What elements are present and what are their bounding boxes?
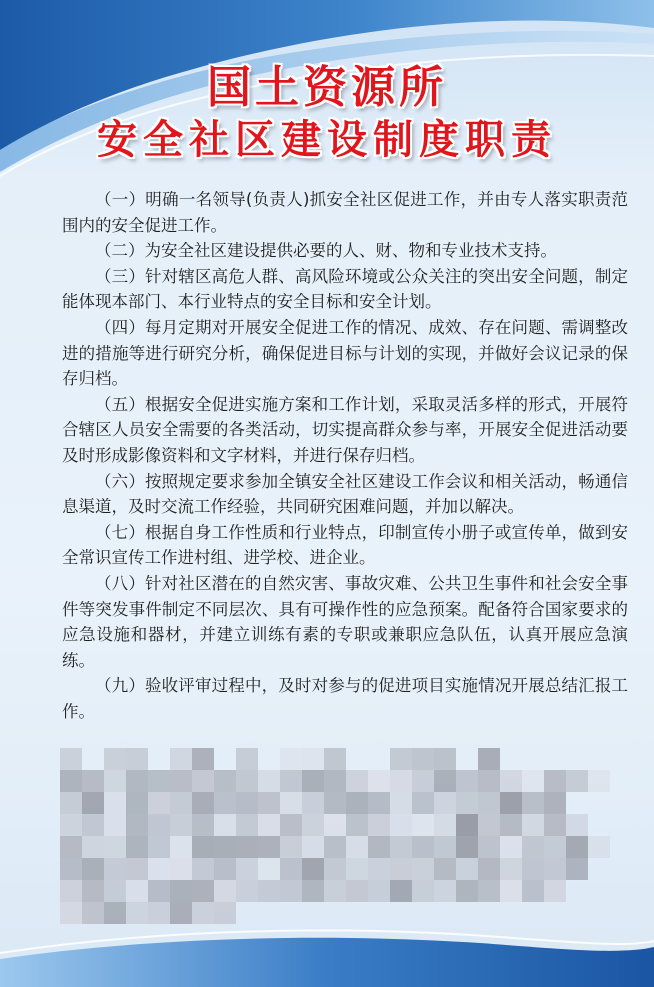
mosaic-tile: [500, 814, 522, 836]
mosaic-tile: [478, 814, 500, 836]
mosaic-tile: [214, 836, 236, 858]
mosaic-tile: [434, 748, 456, 770]
mosaic-tile: [82, 770, 104, 792]
mosaic-tile: [566, 858, 588, 880]
mosaic-tile: [170, 748, 192, 770]
mosaic-tile: [346, 858, 368, 880]
duty-item-1: （一）明确一名领导(负责人)抓安全社区促进工作，并由专人落实职责范围内的安全促进工作。: [62, 190, 628, 235]
mosaic-tile: [60, 770, 82, 792]
mosaic-tile: [588, 836, 610, 858]
mosaic-tile: [434, 792, 456, 814]
mosaic-tile: [192, 858, 214, 880]
mosaic-tile: [148, 858, 170, 880]
mosaic-tile: [544, 880, 566, 902]
mosaic-tile: [324, 770, 346, 792]
mosaic-tile: [456, 814, 478, 836]
mosaic-tile: [60, 880, 82, 902]
mosaic-tile: [456, 858, 478, 880]
mosaic-tile: [60, 792, 82, 814]
mosaic-tile: [522, 814, 544, 836]
mosaic-tile: [258, 858, 280, 880]
mosaic-tile: [368, 770, 390, 792]
duty-list: [62, 187, 628, 724]
mosaic-tile: [588, 770, 610, 792]
mosaic-tile: [126, 880, 148, 902]
mosaic-tile: [126, 858, 148, 880]
duty-item-8: （八）针对社区潜在的自然灾害、事故灾难、公共卫生事件和社会安全事件等突发事件制定不同层次、具有可操作性的应急预案。配备符合国家要求的应急设施和器材，并建立训练有素的专职或兼职应急队伍，认真开展应急演练。: [62, 573, 628, 670]
bottom-wave-decoration: [0, 907, 654, 987]
mosaic-tile: [544, 814, 566, 836]
mosaic-tile: [192, 748, 214, 770]
mosaic-tile: [412, 880, 434, 902]
mosaic-tile: [478, 880, 500, 902]
mosaic-tile: [434, 836, 456, 858]
mosaic-tile: [522, 770, 544, 792]
mosaic-tile: [104, 880, 126, 902]
duty-item-4: （四）每月定期对开展安全促进工作的情况、成效、存在问题、需调整改进的措施等进行研究分析，确保促进目标与计划的实现，并做好会议记录的保存归档。: [62, 317, 628, 389]
mosaic-tile: [192, 880, 214, 902]
mosaic-tile: [478, 770, 500, 792]
mosaic-tile: [60, 814, 82, 836]
mosaic-tile: [390, 880, 412, 902]
mosaic-tile: [478, 748, 500, 770]
mosaic-tile: [236, 814, 258, 836]
mosaic-tile: [412, 748, 434, 770]
mosaic-tile: [302, 770, 324, 792]
mosaic-tile: [170, 858, 192, 880]
mosaic-tile: [192, 792, 214, 814]
mosaic-tile: [258, 836, 280, 858]
mosaic-tile: [456, 880, 478, 902]
mosaic-tile: [544, 858, 566, 880]
mosaic-tile: [280, 814, 302, 836]
mosaic-tile: [148, 880, 170, 902]
mosaic-tile: [104, 858, 126, 880]
mosaic-tile: [522, 880, 544, 902]
mosaic-tile: [236, 880, 258, 902]
mosaic-tile: [434, 814, 456, 836]
mosaic-tile: [280, 836, 302, 858]
mosaic-tile: [368, 858, 390, 880]
mosaic-tile: [324, 880, 346, 902]
mosaic-tile: [390, 748, 412, 770]
mosaic-tile: [280, 792, 302, 814]
mosaic-tile: [302, 880, 324, 902]
mosaic-tile: [82, 836, 104, 858]
mosaic-tile: [500, 770, 522, 792]
mosaic-tile: [522, 792, 544, 814]
mosaic-tile: [346, 792, 368, 814]
mosaic-tile: [478, 858, 500, 880]
mosaic-tile: [566, 814, 588, 836]
mosaic-tile: [170, 880, 192, 902]
mosaic-tile: [104, 748, 126, 770]
mosaic-tile: [280, 880, 302, 902]
mosaic-tile: [236, 770, 258, 792]
mosaic-tile: [126, 770, 148, 792]
mosaic-tile: [368, 836, 390, 858]
mosaic-tile: [236, 858, 258, 880]
mosaic-tile: [148, 770, 170, 792]
mosaic-tile: [170, 770, 192, 792]
mosaic-tile: [82, 858, 104, 880]
mosaic-tile: [192, 836, 214, 858]
mosaic-tile: [324, 748, 346, 770]
mosaic-tile: [302, 836, 324, 858]
mosaic-tile: [60, 858, 82, 880]
mosaic-tile: [412, 770, 434, 792]
mosaic-tile: [456, 792, 478, 814]
mosaic-tile: [434, 770, 456, 792]
mosaic-tile: [544, 770, 566, 792]
mosaic-tile: [324, 836, 346, 858]
mosaic-tile: [412, 792, 434, 814]
mosaic-tile: [104, 814, 126, 836]
mosaic-tile: [456, 770, 478, 792]
mosaic-tile: [126, 792, 148, 814]
mosaic-tile: [104, 836, 126, 858]
mosaic-tile: [126, 836, 148, 858]
mosaic-tile: [412, 836, 434, 858]
mosaic-tile: [302, 792, 324, 814]
pixelated-redacted-area: [60, 748, 640, 928]
mosaic-tile: [148, 836, 170, 858]
mosaic-tile: [60, 748, 82, 770]
mosaic-tile: [192, 770, 214, 792]
mosaic-tile: [302, 858, 324, 880]
mosaic-tile: [324, 858, 346, 880]
mosaic-tile: [192, 814, 214, 836]
mosaic-tile: [566, 770, 588, 792]
mosaic-tile: [478, 836, 500, 858]
mosaic-tile: [280, 858, 302, 880]
mosaic-tile: [412, 814, 434, 836]
mosaic-tile: [280, 748, 302, 770]
mosaic-tile: [148, 814, 170, 836]
mosaic-tile: [390, 814, 412, 836]
mosaic-tile: [566, 836, 588, 858]
mosaic-tile: [544, 792, 566, 814]
mosaic-tile: [324, 792, 346, 814]
mosaic-tile: [258, 792, 280, 814]
mosaic-tile: [522, 836, 544, 858]
mosaic-tile: [126, 814, 148, 836]
mosaic-tile: [346, 770, 368, 792]
mosaic-tile: [104, 770, 126, 792]
duty-item-9: （九）验收评审过程中，及时对参与的促进项目实施情况开展总结汇报工作。: [62, 676, 628, 721]
page-title-line-2: 安全社区建设制度职责: [97, 117, 557, 163]
mosaic-tile: [148, 792, 170, 814]
mosaic-tile: [236, 748, 258, 770]
mosaic-tile: [346, 880, 368, 902]
mosaic-tile: [126, 748, 148, 770]
mosaic-tile: [500, 858, 522, 880]
mosaic-tile: [214, 792, 236, 814]
mosaic-tile: [236, 836, 258, 858]
mosaic-tile: [434, 880, 456, 902]
mosaic-tile: [302, 814, 324, 836]
mosaic-tile: [82, 814, 104, 836]
mosaic-tile: [434, 858, 456, 880]
mosaic-tile: [324, 814, 346, 836]
mosaic-tile: [390, 858, 412, 880]
duty-item-3: （三）针对辖区高危人群、高风险环境或公众关注的突出安全问题，制定能体现本部门、本行业特点的安全目标和安全计划。: [62, 266, 628, 312]
mosaic-tile: [390, 836, 412, 858]
mosaic-tile: [258, 814, 280, 836]
mosaic-tile: [280, 770, 302, 792]
mosaic-tile: [104, 792, 126, 814]
mosaic-tile: [258, 880, 280, 902]
mosaic-tile: [500, 792, 522, 814]
mosaic-tile: [214, 880, 236, 902]
mosaic-tile: [500, 836, 522, 858]
mosaic-tile: [170, 814, 192, 836]
mosaic-tile: [368, 880, 390, 902]
mosaic-tile: [60, 836, 82, 858]
mosaic-tile: [170, 836, 192, 858]
mosaic-tile: [82, 792, 104, 814]
mosaic-tile: [412, 858, 434, 880]
mosaic-tile: [236, 792, 258, 814]
mosaic-tile: [368, 792, 390, 814]
mosaic-tile: [346, 814, 368, 836]
duty-item-6: （六）按照规定要求参加全镇安全社区建设工作会议和相关活动，畅通信息渠道，及时交流工作经验，共同研究困难问题，并加以解决。: [62, 471, 628, 517]
mosaic-tile: [390, 792, 412, 814]
mosaic-tile: [214, 814, 236, 836]
mosaic-tile: [82, 880, 104, 902]
mosaic-tile: [170, 792, 192, 814]
duty-item-7: （七）根据自身工作性质和行业特点，印制宣传小册子或宣传单，做到安全常识宣传工作进村组、进学校、进企业。: [62, 522, 628, 568]
mosaic-tile: [214, 858, 236, 880]
mosaic-tile: [522, 858, 544, 880]
mosaic-tile: [500, 880, 522, 902]
mosaic-tile: [346, 836, 368, 858]
mosaic-tile: [544, 836, 566, 858]
mosaic-tile: [478, 792, 500, 814]
mosaic-tile: [214, 770, 236, 792]
mosaic-tile: [368, 814, 390, 836]
mosaic-tile: [302, 748, 324, 770]
page-title-line-1: 国土资源所: [207, 62, 447, 113]
mosaic-tile: [456, 836, 478, 858]
duty-item-2: （二）为安全社区建设提供必要的人、财、物和专业技术支持。: [95, 241, 557, 261]
mosaic-tile: [258, 770, 280, 792]
duty-item-5: （五）根据安全促进实施方案和工作计划，采取灵活多样的形式，开展符合辖区人员安全需要的各类活动，切实提高群众参与率，开展安全促进活动要及时形成影像资料和文字材料，并进行保存归档。: [62, 394, 628, 465]
mosaic-tile: [390, 770, 412, 792]
